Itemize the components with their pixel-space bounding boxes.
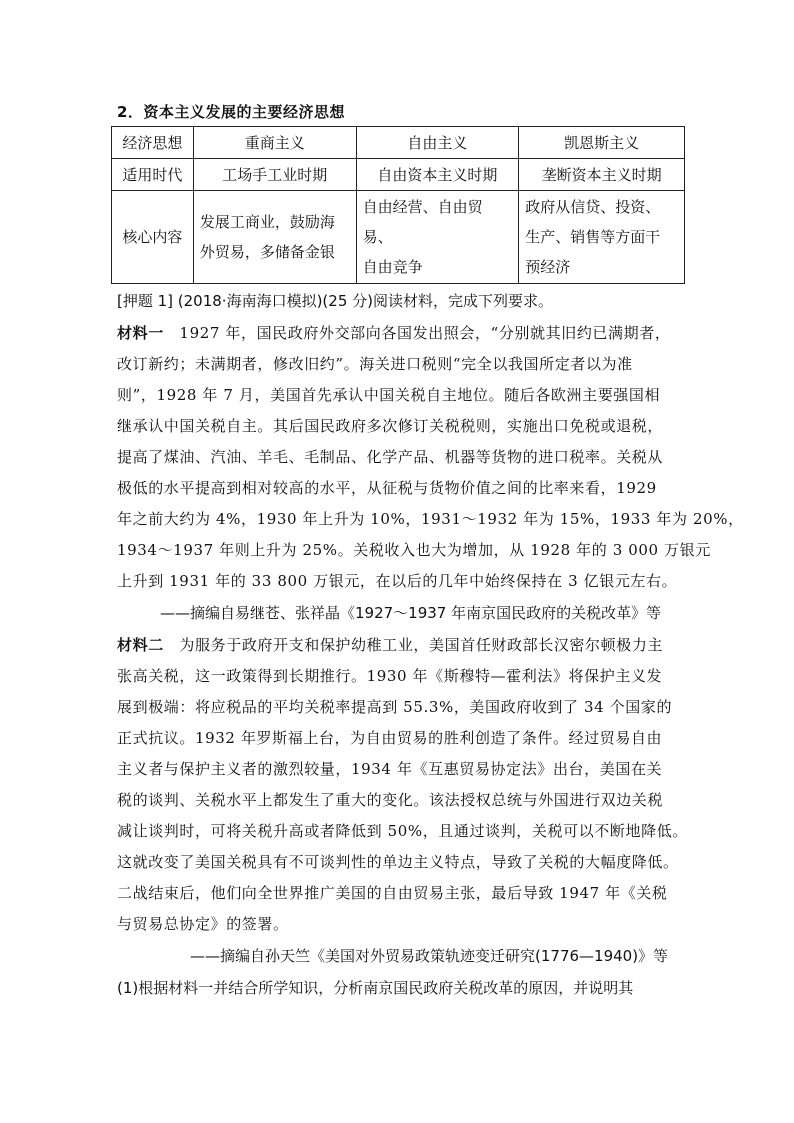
material2-line: 与贸易总协定》的签署。 bbox=[117, 915, 289, 933]
table-cell: 凯恩斯主义 bbox=[519, 127, 685, 159]
material2-line: 张高关税，这一政策得到长期推行。1930 年《斯穆特—霍利法》将保护主义发 bbox=[117, 667, 663, 685]
table-cell: 自由主义 bbox=[356, 127, 519, 159]
material2-line: 正式抗议。1932 年罗斯福上台，为自由贸易的胜利创造了条件。经过贸易自由 bbox=[117, 729, 663, 747]
table-cell: 适用时代 bbox=[112, 159, 194, 191]
table-row bbox=[112, 127, 685, 159]
cell-line: 自由经营、自由贸易、 bbox=[362, 198, 483, 246]
economic-thought-table bbox=[111, 126, 685, 284]
cell-line: 发展工商业，鼓励海 bbox=[199, 213, 335, 231]
material1-paragraph-line bbox=[117, 322, 670, 343]
material2-line: 减让谈判时，可将关税升高或者降低到 50%，且通过谈判，关税可以不断地降低。 bbox=[117, 822, 688, 840]
section-title: 2．资本主义发展的主要经济思想 bbox=[117, 103, 345, 121]
subquestion-1: (1)根据材料一并结合所学知识，分析南京国民政府关税改革的原因，并说明其 bbox=[117, 979, 634, 997]
table-row bbox=[112, 159, 685, 191]
material1-label: 材料一 bbox=[117, 324, 164, 342]
table-cell: 自由资本主义时期 bbox=[356, 159, 519, 191]
table-cell: 工场手工业时期 bbox=[193, 159, 356, 191]
material2-paragraph-line bbox=[117, 634, 663, 655]
cell-line: 生产、销售等方面干 bbox=[525, 228, 661, 246]
material2-text: 为服务于政府开支和保护幼稚工业，美国首任财政部长汉密尔顿极力主 bbox=[179, 636, 664, 654]
material2-line: 展到极端：将应税品的平均关税率提高到 55.3%，美国政府收到了 34 个国家的 bbox=[117, 698, 673, 716]
material2-line: 二战结束后，他们向全世界推广美国的自由贸易主张，最后导致 1947 年《关税 bbox=[117, 884, 668, 902]
material1-line: 则”，1928 年 7 月，美国首先承认中国关税自主地位。随后各欧洲主要强国相 bbox=[117, 386, 661, 404]
cell-line: 自由竞争 bbox=[362, 258, 423, 276]
material2-line: 这就改变了美国关税具有不可谈判性的单边主义特点，导致了关税的大幅度降低。 bbox=[117, 853, 679, 871]
cell-line: 预经济 bbox=[525, 258, 571, 276]
table-cell: 重商主义 bbox=[193, 127, 356, 159]
table-cell bbox=[356, 191, 519, 284]
material1-line: 继承认中国关税自主。其后国民政府多次修订关税税则，实施出口免税或退税， bbox=[117, 417, 664, 435]
table-row bbox=[112, 191, 685, 284]
cell-line: 政府从信贷、投资、 bbox=[525, 198, 661, 216]
table-cell bbox=[193, 191, 356, 284]
table-cell bbox=[519, 191, 685, 284]
cell-line: 外贸易，多储备金银 bbox=[199, 243, 335, 261]
material1-source: ——摘编自易继苍、张祥晶《1927～1937 年南京国民政府的关税改革》等 bbox=[160, 604, 662, 622]
table-cell: 经济思想 bbox=[112, 127, 194, 159]
material1-line: 改订新约；未满期者，修改旧约”。海关进口税则“完全以我国所定者以为准 bbox=[117, 355, 633, 373]
table-cell: 垄断资本主义时期 bbox=[519, 159, 685, 191]
material1-line: 提高了煤油、汽油、羊毛、毛制品、化学产品、机器等货物的进口税率。关税从 bbox=[117, 448, 664, 466]
material1-line: 年之前大约为 4%，1930 年上升为 10%，1931～1932 年为 15%，1933 年为 20%， bbox=[117, 510, 744, 528]
material1-text: 1927 年，国民政府外交部向各国发出照会，“分别就其旧约已满期者， bbox=[179, 324, 671, 342]
material2-source: ——摘编自孙天竺《美国对外贸易政策轨迹变迁研究(1776—1940)》等 bbox=[190, 947, 669, 965]
material2-line: 税的谈判、关税水平上都发生了重大的变化。该法授权总统与外国进行双边关税 bbox=[117, 791, 664, 809]
material1-line: 极低的水平提高到相对较高的水平，从征税与货物价值之间的比率来看，1929 bbox=[117, 479, 657, 497]
material1-line: 上升到 1931 年的 33 800 万银元，在以后的几年中始终保持在 3 亿银元左右。 bbox=[117, 572, 678, 590]
material2-label: 材料二 bbox=[117, 636, 164, 654]
material2-line: 主义者与保护主义者的激烈较量，1934 年《互惠贸易协定法》出台，美国在关 bbox=[117, 760, 663, 778]
table-cell: 核心内容 bbox=[112, 191, 194, 284]
question-intro: [押题 1] (2018·海南海口模拟)(25 分)阅读材料，完成下列要求。 bbox=[117, 292, 553, 310]
material1-line: 1934～1937 年则上升为 25%。关税收入也大为增加，从 1928 年的 3 000 万银元 bbox=[117, 541, 711, 559]
